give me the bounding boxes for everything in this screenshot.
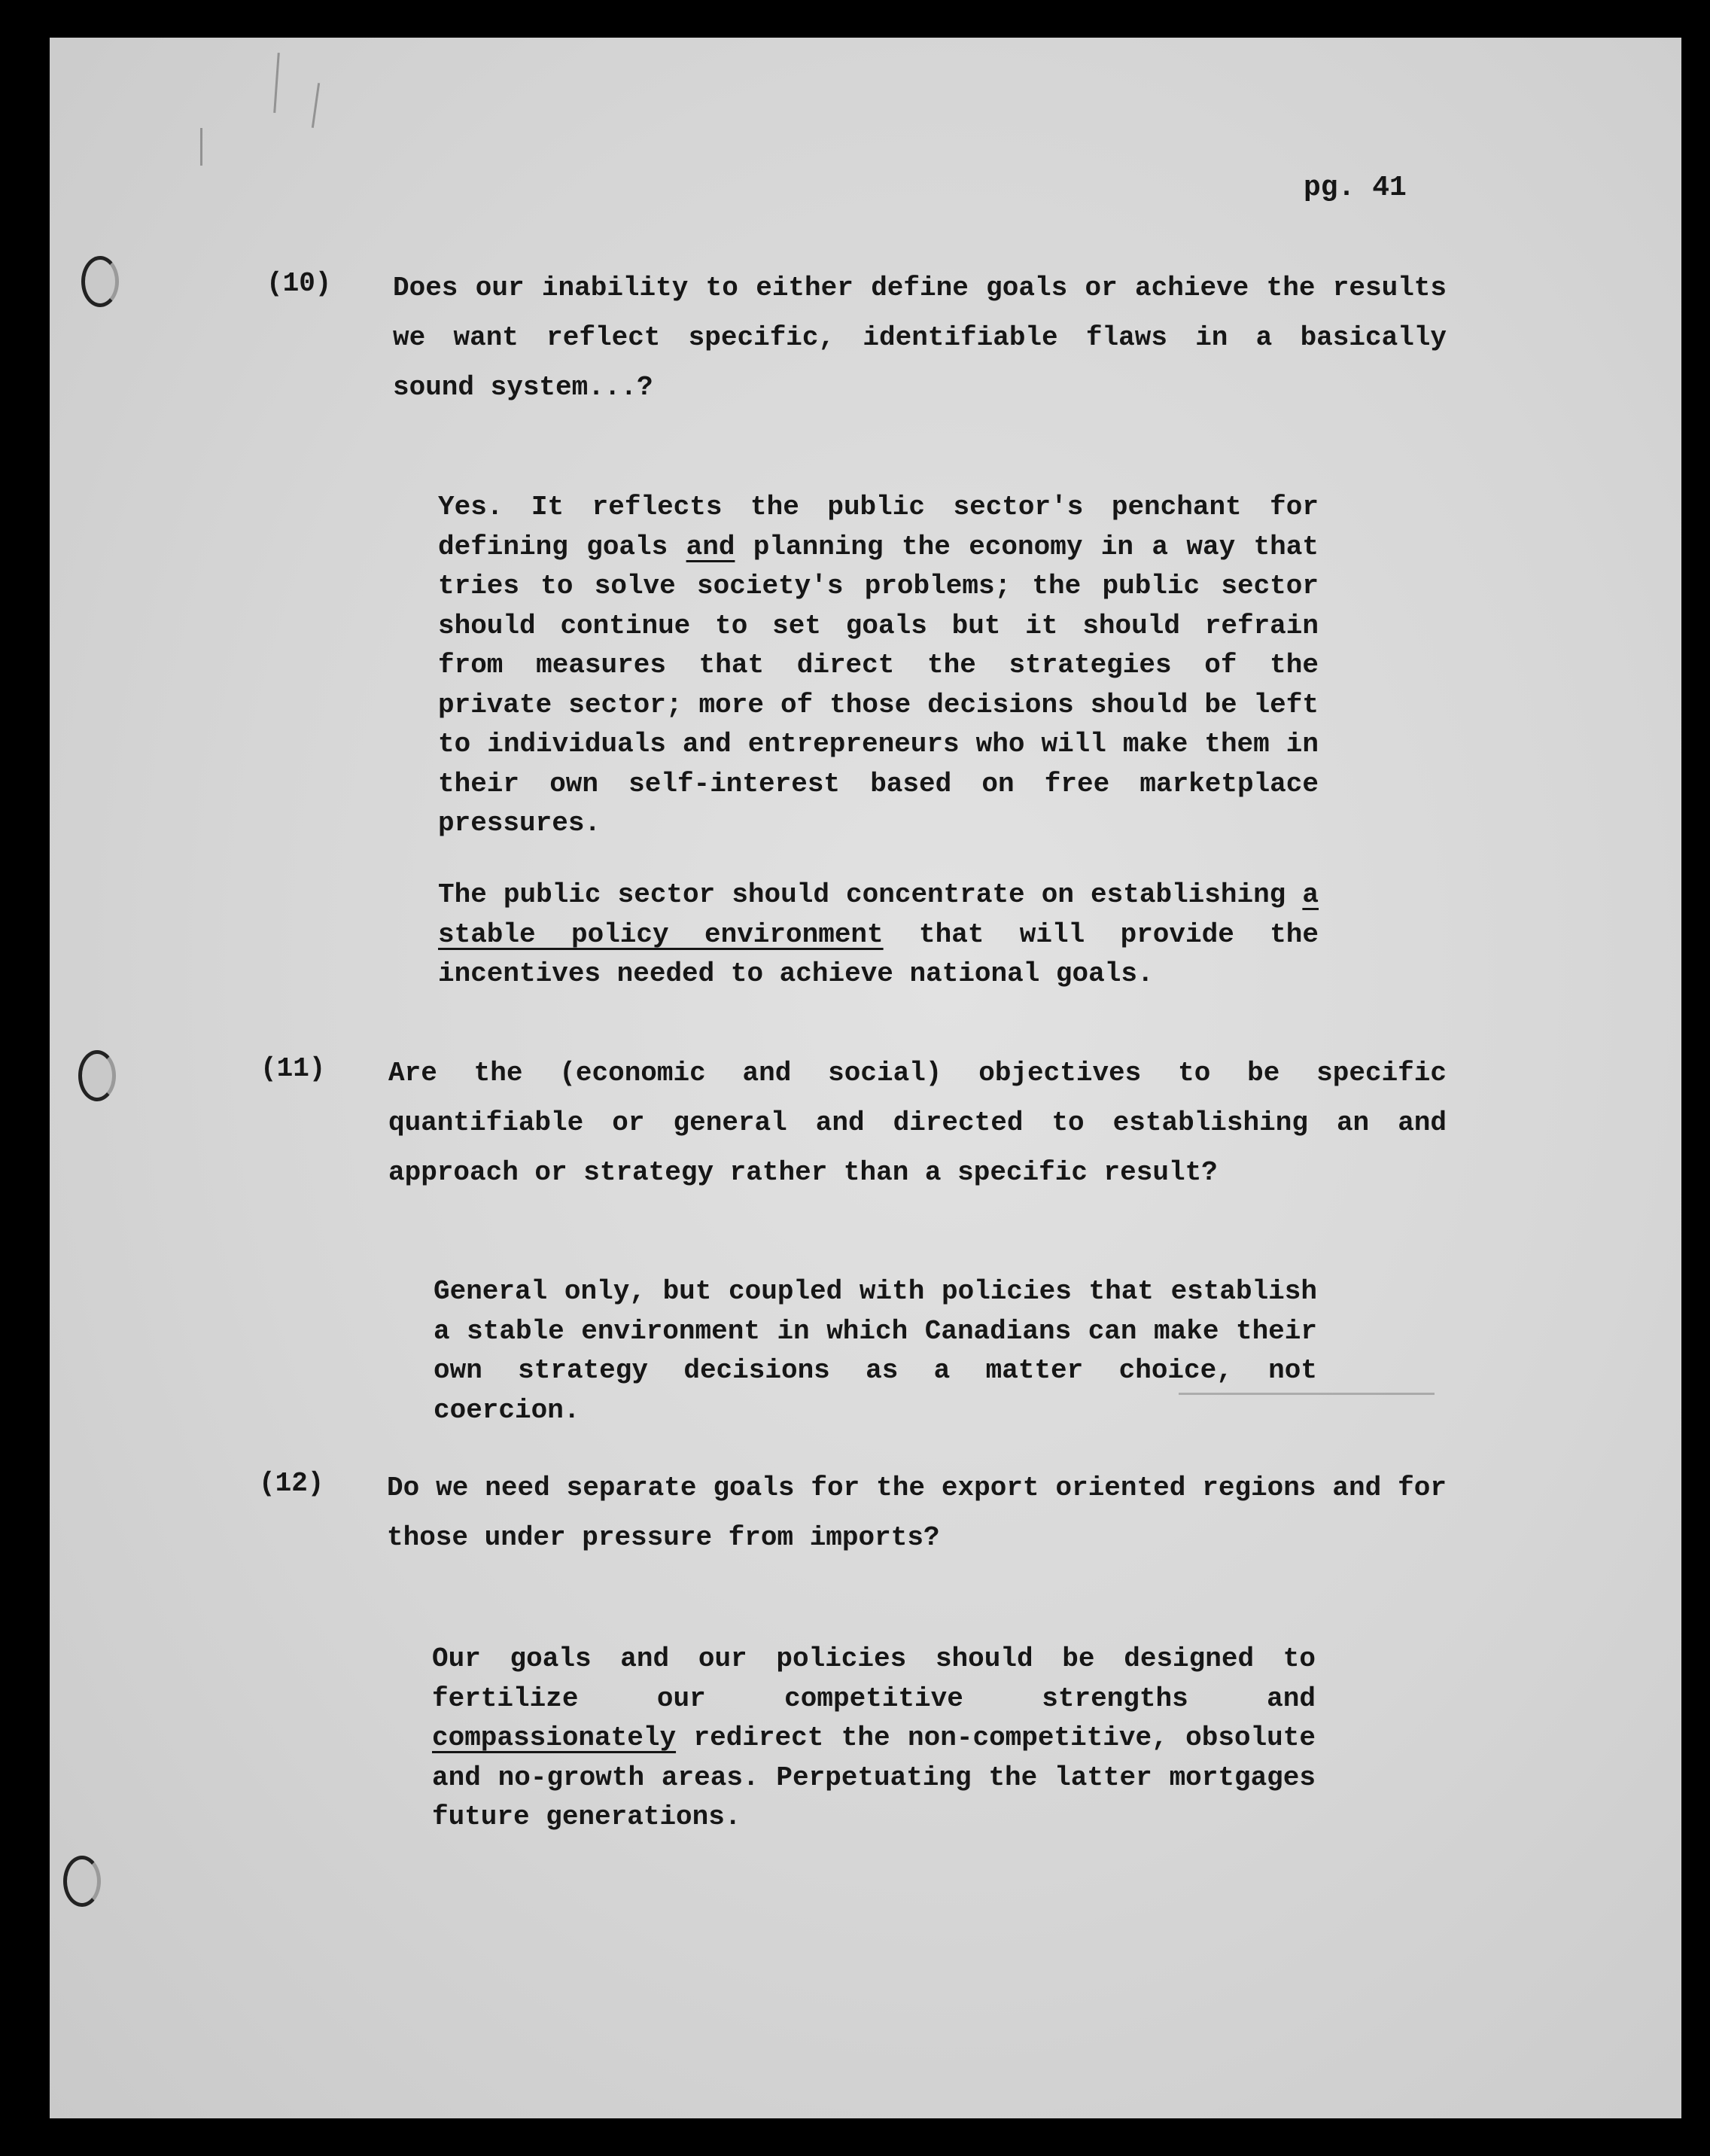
document-page <box>50 38 1681 2118</box>
answer-paragraph <box>434 1272 1317 1430</box>
question-text: Are the (economic and social) objectives to be specific quantifiable or general and directed to establishing an and approach or strategy rather than a specific result? <box>388 1058 1447 1188</box>
answer-text: Yes. It reflects the public sector's penchant for defining goals <box>438 492 1319 562</box>
page-number: pg. 41 <box>1304 172 1407 204</box>
underlined-emphasis: a stable policy environment <box>438 879 1319 950</box>
scan-mark <box>312 83 320 128</box>
scan-mark <box>200 128 202 166</box>
question-number: (12) <box>259 1468 324 1499</box>
answer-text: General only, but coupled with policies that establish a stable environment in which Canadians can make their own strategy decisions as a matter choice, not coercion. <box>434 1276 1317 1426</box>
answer-text: redirect the non-competitive, obsolute and no-growth areas. Perpetuating the latter mortgages future generations. <box>432 1722 1316 1832</box>
punch-hole <box>63 1856 101 1907</box>
answer-paragraph <box>432 1640 1316 1838</box>
answer-text: The public sector should concentrate on establishing <box>438 879 1303 910</box>
punch-hole <box>81 256 119 307</box>
punch-hole <box>78 1050 116 1101</box>
answer-text: planning the economy in a way that tries to solve society's problems; the public sector should continue to set goals but it should refrain from measures that direct the strategies of the private sector; more of those decisions should be left to individuals and entrepreneurs who will make them in their own self-interest based on free marketplace pressures. <box>438 531 1319 839</box>
answer-paragraph <box>438 488 1319 844</box>
underlined-emphasis: compassionately <box>432 1722 677 1753</box>
question-text: Do we need separate goals for the export oriented regions and for those under pressure from imports? <box>387 1472 1447 1553</box>
underlined-emphasis: and <box>686 531 735 562</box>
question-number: (11) <box>260 1053 326 1084</box>
question-text: Does our inability to either define goals or achieve the results we want reflect specific, identifiable flaws in a basically sound system...? <box>393 273 1447 403</box>
scan-mark <box>273 53 280 113</box>
question-number: (10) <box>266 268 332 299</box>
answer-paragraph <box>438 875 1319 994</box>
answer-text: that will provide the incentives needed to achieve national goals. <box>438 918 1319 989</box>
answer-text: Our goals and our policies should be designed to fertilize our competitive strengths and <box>432 1643 1316 1714</box>
